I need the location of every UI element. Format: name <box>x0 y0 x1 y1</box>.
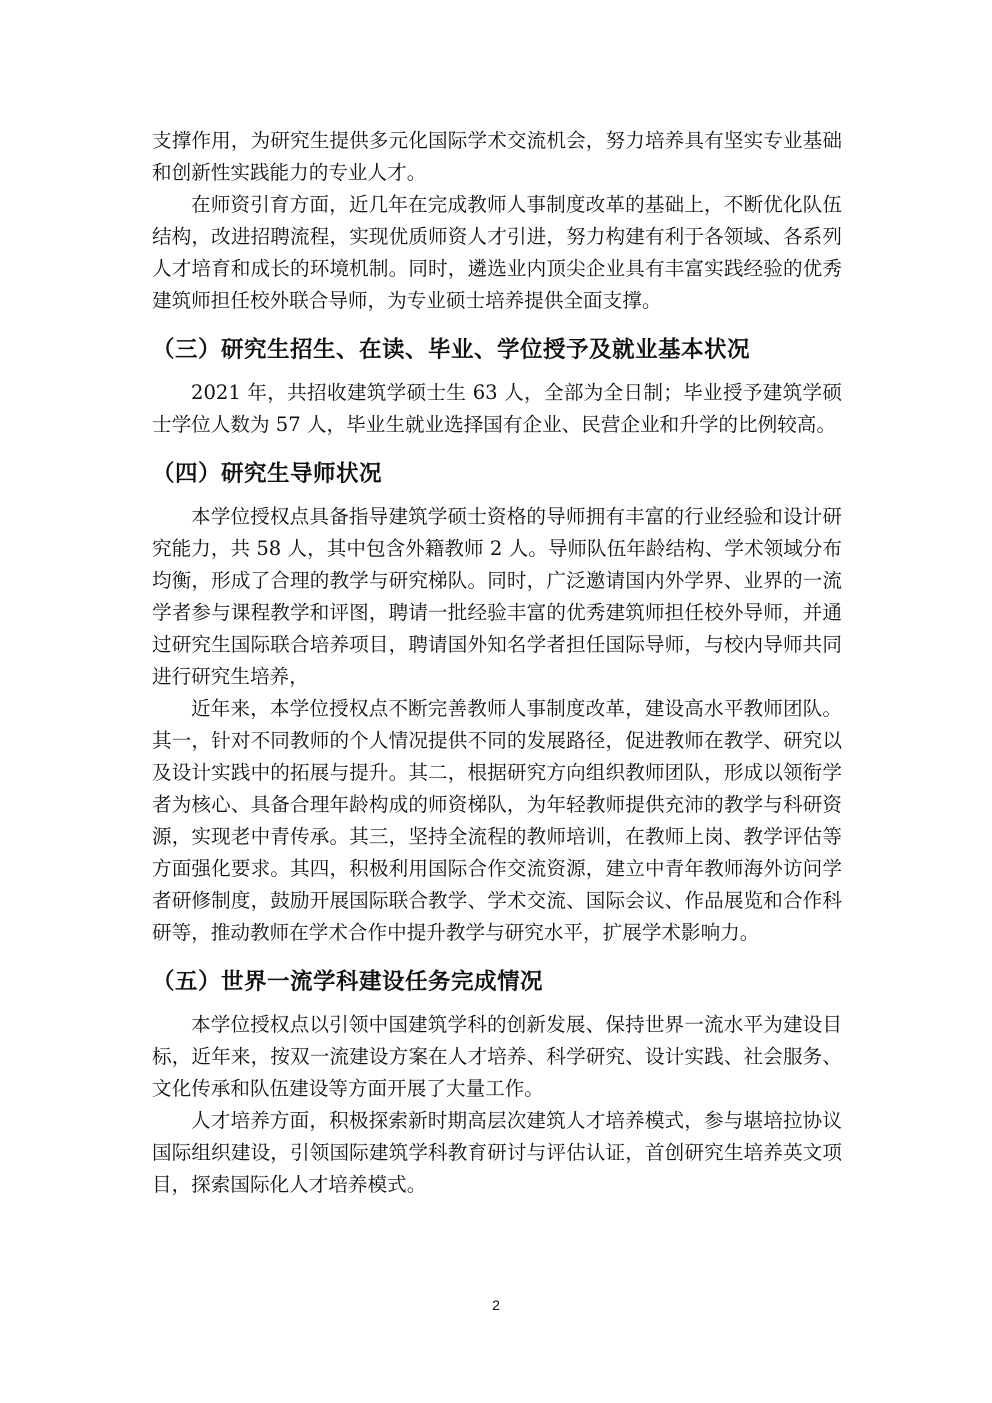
paragraph-talent-cultivation: 人才培养方面，积极探索新时期高层次建筑人才培养模式，参与堪培拉协议国际组织建设，引领国际建筑学科教育研讨与评估认证，首创研究生培养英文项目，探索国际化人才培养模式。 <box>152 1109 842 1196</box>
paragraph-intro-continued: 支撑作用，为研究生提供多元化国际学术交流机会，努力培养具有坚实专业基础和创新性实践能力的专业人才。 <box>152 129 842 184</box>
paragraph-faculty-recruitment: 在师资引育方面，近几年在完成教师人事制度改革的基础上，不断优化队伍结构，改进招聘流程，实现优质师资人才引进，努力构建有利于各领域、各系列人才培育和成长的环境机制。同时，遴选业内顶尖企业具有丰富实践经验的优秀建筑师担任校外联合导师，为专业硕士培养提供全面支撑。 <box>152 193 842 312</box>
paragraph-teacher-reform: 近年来，本学位授权点不断完善教师人事制度改革，建设高水平教师团队。其一，针对不同教师的个人情况提供不同的发展路径，促进教师在教学、研究以及设计实践中的拓展与提升。其二，根据研究方向组织教师团队，形成以领衔学者为核心、具备合理年龄构成的师资梯队，为年轻教师提供充沛的教学与科研资源，实现老中青传承。其三，坚持全流程的教师培训，在教师上岗、教学评估等方面强化要求。其四，积极利用国际合作交流资源，建立中青年教师海外访问学者研修制度，鼓励开展国际联合教学、学术交流、国际会议、作品展览和合作科研等，推动教师在学术合作中提升教学与研究水平，扩展学术影响力。 <box>152 697 842 944</box>
section-heading-world-class: （五）世界一流学科建设任务完成情况 <box>152 969 544 995</box>
document-body <box>152 125 842 1201</box>
section-heading-supervisors: （四）研究生导师状况 <box>152 461 383 487</box>
section-heading-enrollment: （三）研究生招生、在读、毕业、学位授予及就业基本状况 <box>152 337 751 363</box>
paragraph-supervisors-overview: 本学位授权点具备指导建筑学硕士资格的导师拥有丰富的行业经验和设计研究能力，共 58 人，其中包含外籍教师 2 人。导师队伍年龄结构、学术领域分布均衡，形成了合理的教学与研究梯队。同时，广泛邀请国内外学界、业界的一流学者参与课程教学和评图，聘请一批经验丰富的优秀建筑师担任校外导师，并通过研究生国际联合培养项目，聘请国外知名学者担任国际导师，与校内导师共同进行研究生培养， <box>152 505 842 688</box>
paragraph-enrollment-stats: 2021 年，共招收建筑学硕士生 63 人，全部为全日制；毕业授予建筑学硕士学位人数为 57 人，毕业生就业选择国有企业、民营企业和升学的比例较高。 <box>152 381 842 436</box>
paragraph-world-class-goals: 本学位授权点以引领中国建筑学科的创新发展、保持世界一流水平为建设目标，近年来，按双一流建设方案在人才培养、科学研究、设计实践、社会服务、文化传承和队伍建设等方面开展了大量工作。 <box>152 1013 842 1100</box>
page-number: 2 <box>492 1297 500 1313</box>
